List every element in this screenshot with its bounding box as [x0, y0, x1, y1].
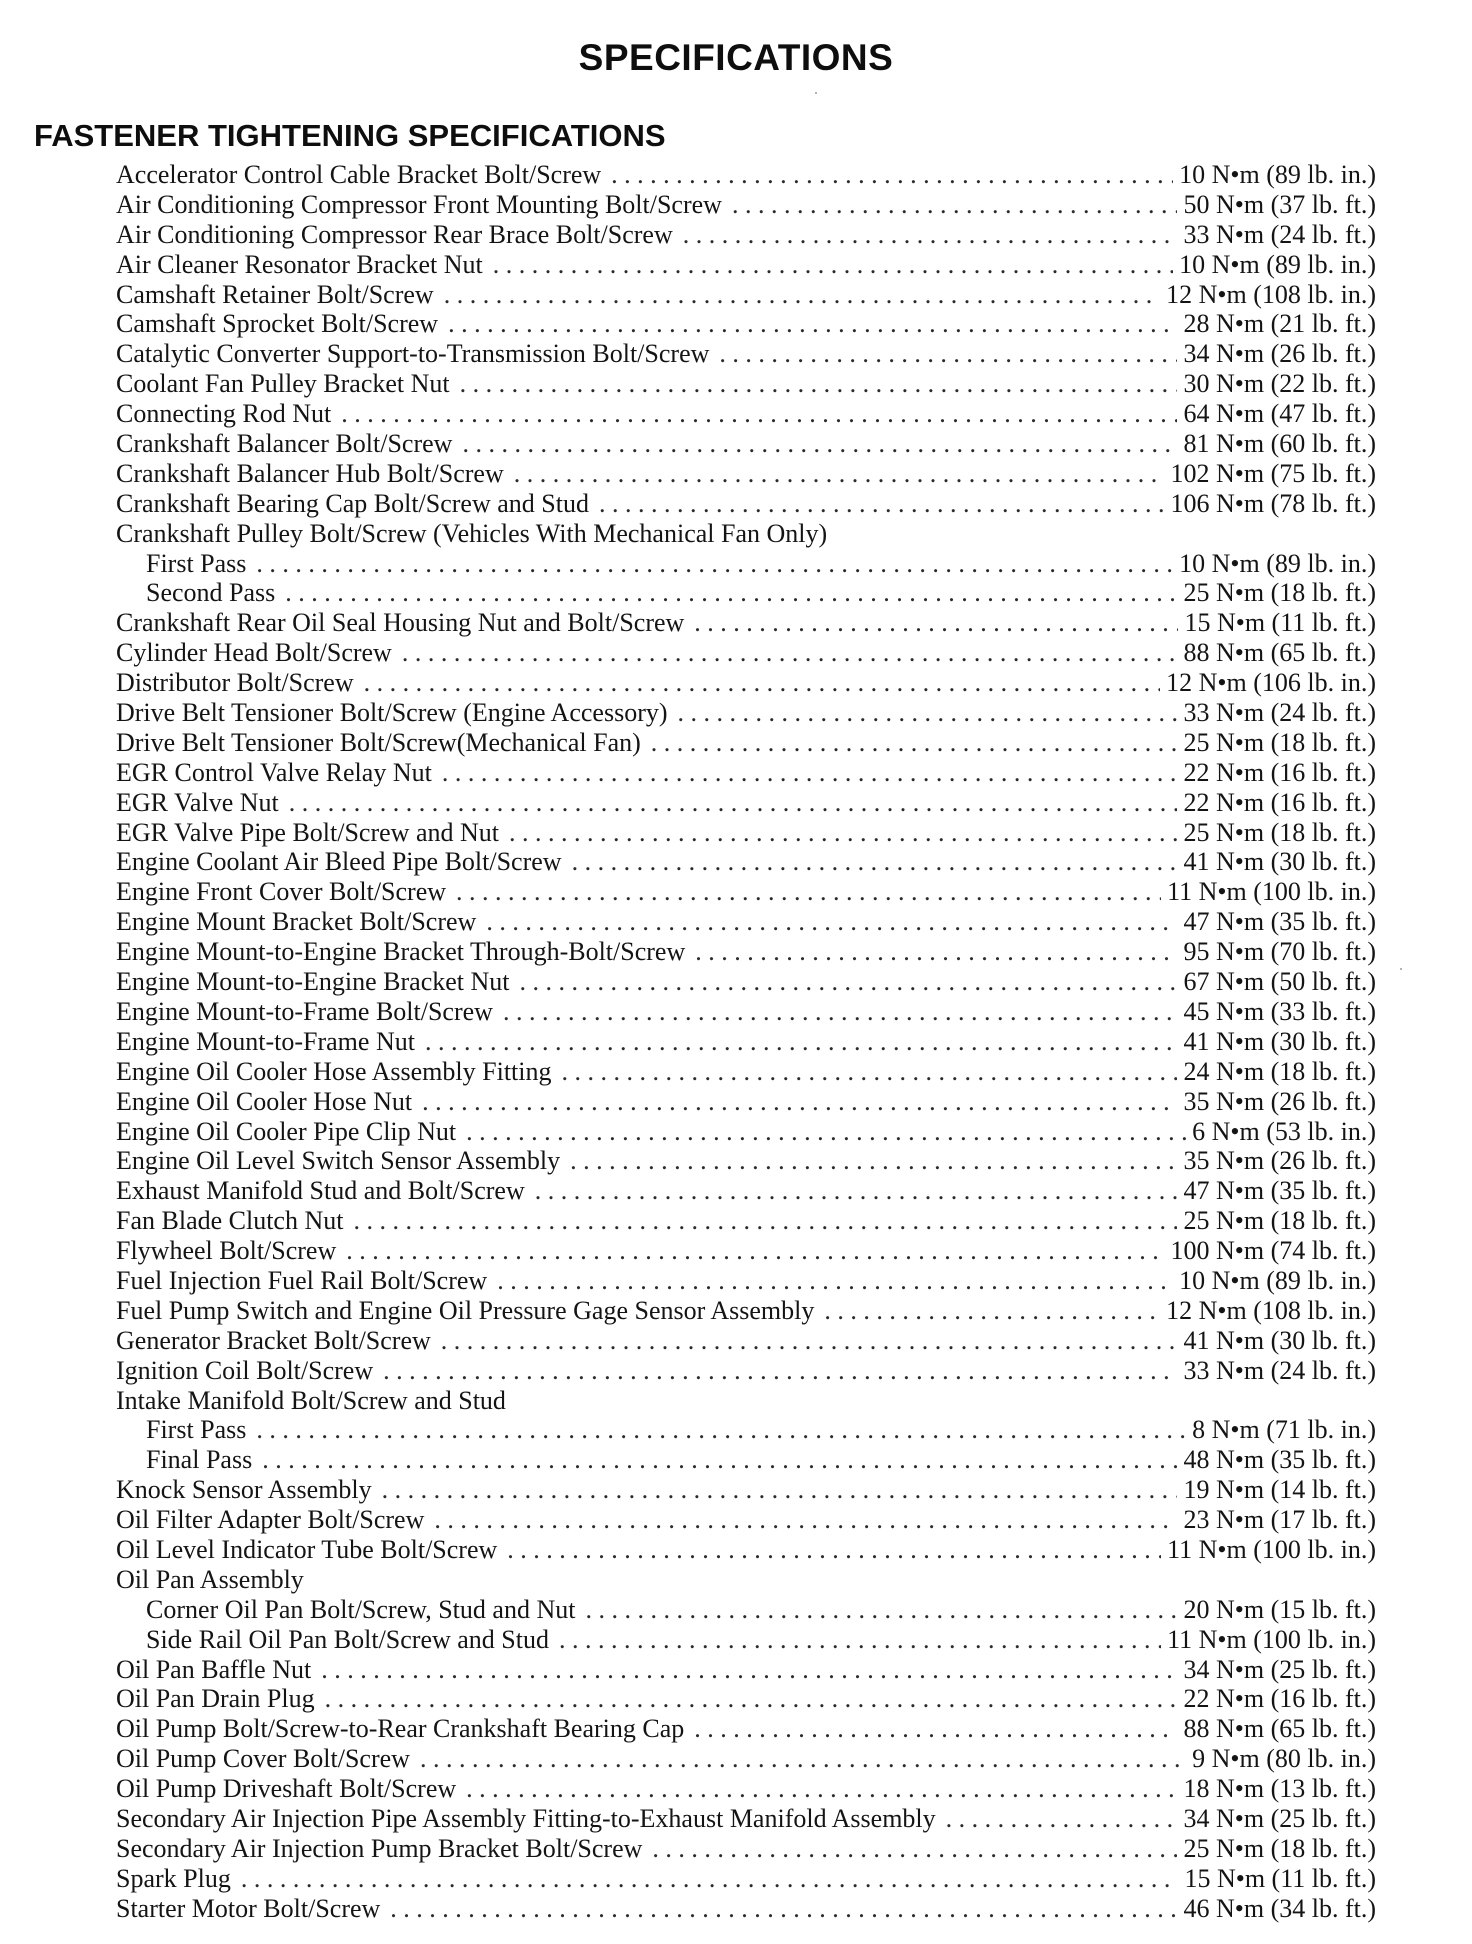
spec-label: Oil Filter Adapter Bolt/Screw [116, 1505, 425, 1535]
spec-label: Engine Mount-to-Frame Nut [116, 1026, 415, 1056]
dot-leader [651, 728, 1178, 758]
spec-label: Engine Oil Cooler Hose Nut [116, 1086, 413, 1116]
spec-label: EGR Control Valve Relay Nut [116, 757, 432, 787]
spec-row [116, 1714, 1376, 1744]
dot-leader [442, 758, 1178, 788]
torque-value: 34 N•m (25 lb. ft.) [1183, 1654, 1376, 1684]
spec-row [116, 1834, 1376, 1864]
spec-row [116, 1356, 1376, 1386]
torque-value: 106 N•m (78 lb. ft.) [1170, 488, 1376, 518]
dot-leader [493, 250, 1173, 280]
dot-leader [364, 668, 1161, 698]
spec-row [116, 1326, 1376, 1356]
dot-leader [346, 1236, 1164, 1266]
spec-row [116, 1057, 1376, 1087]
spec-row [116, 1087, 1376, 1117]
spec-label: Drive Belt Tensioner Bolt/Screw(Mechanical Fan) [116, 727, 641, 757]
spec-label: Crankshaft Bearing Cap Bolt/Screw and Stud [116, 488, 589, 518]
spec-row [116, 1744, 1376, 1774]
page-title: SPECIFICATIONS [578, 36, 894, 78]
spec-row [116, 1505, 1376, 1535]
spec-row [116, 1236, 1376, 1266]
torque-value: 25 N•m (18 lb. ft.) [1183, 1206, 1376, 1236]
spec-label: Spark Plug [116, 1863, 231, 1893]
dot-leader [559, 1625, 1161, 1655]
spec-row [116, 1684, 1376, 1714]
dot-leader [256, 549, 1173, 579]
spec-label: Exhaust Manifold Stud and Bolt/Screw [116, 1176, 525, 1206]
dot-leader [353, 1206, 1177, 1236]
spec-label: Air Conditioning Compressor Rear Brace Bolt/Screw [116, 219, 673, 249]
dot-leader [422, 1087, 1177, 1117]
spec-label: Second Pass [146, 578, 276, 608]
dot-leader [497, 1266, 1173, 1296]
dot-leader [509, 818, 1177, 848]
dot-leader [585, 1595, 1177, 1625]
spec-label: Oil Pump Driveshaft Bolt/Screw [116, 1774, 457, 1804]
torque-value: 23 N•m (17 lb. ft.) [1183, 1505, 1376, 1535]
spec-label: Engine Mount-to-Engine Bracket Through-Bolt/Screw [116, 937, 686, 967]
spec-row [116, 847, 1376, 877]
dot-leader [425, 1027, 1178, 1057]
dot-leader [570, 1146, 1177, 1176]
spec-row [116, 668, 1376, 698]
section-title: FASTENER TIGHTENING SPECIFICATIONS [34, 117, 666, 153]
spec-row [116, 459, 1376, 489]
dot-leader [507, 1535, 1161, 1565]
spec-row [116, 1864, 1376, 1894]
torque-value: 102 N•m (75 lb. ft.) [1170, 458, 1376, 488]
spec-row [116, 399, 1376, 429]
spec-subrow [116, 1415, 1376, 1445]
spec-label: Cylinder Head Bolt/Screw [116, 638, 392, 668]
spec-group-heading [116, 1386, 1376, 1416]
torque-value: 22 N•m (16 lb. ft.) [1183, 757, 1376, 787]
dot-leader [732, 190, 1178, 220]
spec-label: Air Conditioning Compressor Front Mounting Bolt/Screw [116, 189, 722, 219]
spec-label: Engine Oil Level Switch Sensor Assembly [116, 1146, 561, 1176]
spec-group-heading [116, 1565, 1376, 1595]
spec-label: Fuel Pump Switch and Engine Oil Pressure Gage Sensor Assembly [116, 1295, 815, 1325]
scan-speck [815, 92, 817, 94]
spec-row [116, 1027, 1376, 1057]
dot-leader [382, 1475, 1178, 1505]
dot-leader [325, 1684, 1178, 1714]
spec-row [116, 937, 1376, 967]
torque-value: 18 N•m (13 lb. ft.) [1183, 1774, 1376, 1804]
dot-leader [562, 1057, 1178, 1087]
spec-label: Catalytic Converter Support-to-Transmission Bolt/Screw [116, 339, 710, 369]
spec-label: Flywheel Bolt/Screw [116, 1236, 337, 1266]
torque-value: 34 N•m (26 lb. ft.) [1183, 339, 1376, 369]
dot-leader [572, 847, 1178, 877]
spec-label: Final Pass [146, 1445, 253, 1475]
torque-value: 24 N•m (18 lb. ft.) [1183, 1056, 1376, 1086]
torque-value: 19 N•m (14 lb. ft.) [1183, 1475, 1376, 1505]
spec-row [116, 1176, 1376, 1206]
dot-leader [652, 1834, 1177, 1864]
torque-value: 48 N•m (35 lb. ft.) [1183, 1445, 1376, 1475]
spec-row [116, 818, 1376, 848]
spec-label: First Pass [146, 1415, 247, 1445]
torque-value: 81 N•m (60 lb. ft.) [1183, 429, 1376, 459]
dot-leader [694, 1714, 1177, 1744]
torque-value: 34 N•m (25 lb. ft.) [1183, 1803, 1376, 1833]
spec-label: Crankshaft Rear Oil Seal Housing Nut and Bolt/Screw [116, 608, 685, 638]
torque-value: 33 N•m (24 lb. ft.) [1183, 1355, 1376, 1385]
dot-leader [520, 967, 1178, 997]
torque-value: 35 N•m (26 lb. ft.) [1183, 1086, 1376, 1116]
spec-label: Engine Mount-to-Frame Bolt/Screw [116, 996, 493, 1026]
spec-label: EGR Valve Nut [116, 787, 279, 817]
dot-leader [444, 280, 1160, 310]
dot-leader [719, 339, 1177, 369]
spec-row [116, 280, 1376, 310]
dot-leader [341, 399, 1177, 429]
torque-value: 45 N•m (33 lb. ft.) [1183, 996, 1376, 1026]
dot-leader [503, 997, 1178, 1027]
spec-row [116, 429, 1376, 459]
dot-leader [262, 1445, 1177, 1475]
spec-label: Crankshaft Balancer Bolt/Screw [116, 429, 453, 459]
scan-speck [1400, 968, 1402, 970]
spec-label: Drive Belt Tensioner Bolt/Screw (Engine Accessory) [116, 698, 668, 728]
dot-leader [694, 608, 1178, 638]
torque-value: 9 N•m (80 lb. in.) [1192, 1744, 1376, 1774]
spec-label: Intake Manifold Bolt/Screw and Stud [116, 1385, 506, 1415]
torque-value: 12 N•m (108 lb. in.) [1166, 279, 1376, 309]
spec-group-heading [116, 519, 1376, 549]
torque-value: 95 N•m (70 lb. ft.) [1183, 937, 1376, 967]
spec-row [116, 997, 1376, 1027]
spec-label: Connecting Rod Nut [116, 399, 332, 429]
spec-row [116, 1206, 1376, 1236]
spec-label: Crankshaft Pulley Bolt/Screw (Vehicles With Mechanical Fan Only) [116, 518, 828, 548]
torque-value: 10 N•m (89 lb. in.) [1179, 160, 1376, 189]
torque-value: 41 N•m (30 lb. ft.) [1183, 1325, 1376, 1355]
torque-value: 11 N•m (100 lb. in.) [1167, 1624, 1376, 1654]
spec-subrow [116, 1625, 1376, 1655]
spec-row [116, 1655, 1376, 1685]
spec-label: Generator Bracket Bolt/Screw [116, 1325, 431, 1355]
spec-label: Engine Mount Bracket Bolt/Screw [116, 907, 477, 937]
spec-label: Secondary Air Injection Pump Bracket Bolt/Screw [116, 1833, 643, 1863]
spec-row [116, 250, 1376, 280]
spec-label: Oil Pan Assembly [116, 1564, 304, 1594]
torque-value: 88 N•m (65 lb. ft.) [1183, 638, 1376, 668]
spec-label: Engine Oil Cooler Hose Assembly Fitting [116, 1056, 552, 1086]
spec-subrow [116, 1445, 1376, 1475]
torque-value: 88 N•m (65 lb. ft.) [1183, 1714, 1376, 1744]
dot-leader [448, 309, 1177, 339]
spec-row [116, 698, 1376, 728]
dot-leader [946, 1804, 1178, 1834]
dot-leader [390, 1894, 1177, 1924]
spec-row [116, 1266, 1376, 1296]
spec-row [116, 608, 1376, 638]
spec-row [116, 369, 1376, 399]
spec-subrow [116, 1595, 1376, 1625]
torque-value: 33 N•m (24 lb. ft.) [1183, 219, 1376, 249]
dot-leader [441, 1326, 1178, 1356]
dot-leader [695, 937, 1177, 967]
torque-value: 64 N•m (47 lb. ft.) [1183, 399, 1376, 429]
spec-label: Accelerator Control Cable Bracket Bolt/Screw [116, 160, 602, 189]
torque-value: 22 N•m (16 lb. ft.) [1183, 1684, 1376, 1714]
dot-leader [466, 1774, 1177, 1804]
spec-row [116, 309, 1376, 339]
dot-leader [599, 489, 1164, 519]
spec-row [116, 339, 1376, 369]
spec-label: Coolant Fan Pulley Bracket Nut [116, 369, 450, 399]
dot-leader [611, 160, 1173, 190]
dot-leader [456, 877, 1161, 907]
dot-leader [434, 1505, 1177, 1535]
dot-leader [466, 1117, 1186, 1147]
torque-value: 12 N•m (108 lb. in.) [1166, 1295, 1376, 1325]
spec-label: Engine Oil Cooler Pipe Clip Nut [116, 1116, 457, 1146]
torque-value: 41 N•m (30 lb. ft.) [1183, 1026, 1376, 1056]
torque-value: 67 N•m (50 lb. ft.) [1183, 967, 1376, 997]
fastener-spec-list [116, 160, 1376, 1924]
torque-value: 15 N•m (11 lb. ft.) [1184, 1863, 1376, 1893]
torque-value: 100 N•m (74 lb. ft.) [1170, 1236, 1376, 1266]
spec-label: Oil Pan Baffle Nut [116, 1654, 312, 1684]
dot-leader [241, 1864, 1179, 1894]
torque-value: 50 N•m (37 lb. ft.) [1183, 189, 1376, 219]
dot-leader [289, 788, 1178, 818]
spec-label: Air Cleaner Resonator Bracket Nut [116, 249, 483, 279]
spec-label: Oil Level Indicator Tube Bolt/Screw [116, 1534, 498, 1564]
dot-leader [683, 220, 1178, 250]
spec-label: EGR Valve Pipe Bolt/Screw and Nut [116, 817, 499, 847]
spec-label: Oil Pump Bolt/Screw-to-Rear Crankshaft Bearing Cap [116, 1714, 685, 1744]
dot-leader [824, 1296, 1160, 1326]
spec-row [116, 1117, 1376, 1147]
dot-leader [383, 1356, 1177, 1386]
torque-value: 46 N•m (34 lb. ft.) [1183, 1893, 1376, 1923]
spec-label: Engine Coolant Air Bleed Pipe Bolt/Screw [116, 847, 562, 877]
torque-value: 10 N•m (89 lb. in.) [1179, 249, 1376, 279]
spec-row [116, 758, 1376, 788]
spec-label: Camshaft Sprocket Bolt/Screw [116, 309, 439, 339]
spec-label: Fan Blade Clutch Nut [116, 1206, 344, 1236]
spec-subrow [116, 578, 1376, 608]
spec-row [116, 1804, 1376, 1834]
torque-value: 25 N•m (18 lb. ft.) [1183, 1833, 1376, 1863]
torque-value: 30 N•m (22 lb. ft.) [1183, 369, 1376, 399]
spec-label: Starter Motor Bolt/Screw [116, 1893, 381, 1923]
spec-label: Oil Pan Drain Plug [116, 1684, 315, 1714]
dot-leader [486, 907, 1177, 937]
torque-value: 28 N•m (21 lb. ft.) [1183, 309, 1376, 339]
dot-leader [678, 698, 1178, 728]
spec-label: Oil Pump Cover Bolt/Screw [116, 1744, 410, 1774]
spec-row [116, 1774, 1376, 1804]
torque-value: 20 N•m (15 lb. ft.) [1183, 1594, 1376, 1624]
spec-label: Engine Mount-to-Engine Bracket Nut [116, 967, 510, 997]
spec-label: Crankshaft Balancer Hub Bolt/Screw [116, 458, 504, 488]
torque-value: 8 N•m (71 lb. in.) [1192, 1415, 1376, 1445]
spec-row [116, 728, 1376, 758]
dot-leader [420, 1744, 1186, 1774]
torque-value: 11 N•m (100 lb. in.) [1167, 1534, 1376, 1564]
spec-row [116, 160, 1376, 190]
torque-value: 10 N•m (89 lb. in.) [1179, 1265, 1376, 1295]
dot-leader [535, 1176, 1178, 1206]
spec-label: Distributor Bolt/Screw [116, 668, 354, 698]
spec-row [116, 907, 1376, 937]
torque-value: 25 N•m (18 lb. ft.) [1183, 817, 1376, 847]
dot-leader [321, 1655, 1177, 1685]
spec-row [116, 877, 1376, 907]
torque-value: 47 N•m (35 lb. ft.) [1183, 1176, 1376, 1206]
spec-label: Side Rail Oil Pan Bolt/Screw and Stud [146, 1624, 549, 1654]
spec-label: Engine Front Cover Bolt/Screw [116, 877, 447, 907]
torque-value: 35 N•m (26 lb. ft.) [1183, 1146, 1376, 1176]
torque-value: 47 N•m (35 lb. ft.) [1183, 907, 1376, 937]
spec-row [116, 638, 1376, 668]
torque-value: 11 N•m (100 lb. in.) [1167, 877, 1376, 907]
spec-label: Secondary Air Injection Pipe Assembly Fitting-to-Exhaust Manifold Assembly [116, 1803, 936, 1833]
spec-row [116, 1475, 1376, 1505]
torque-value: 33 N•m (24 lb. ft.) [1183, 698, 1376, 728]
dot-leader [460, 369, 1178, 399]
spec-row [116, 1535, 1376, 1565]
spec-row [116, 788, 1376, 818]
spec-row [116, 190, 1376, 220]
spec-label: Camshaft Retainer Bolt/Screw [116, 279, 434, 309]
torque-value: 41 N•m (30 lb. ft.) [1183, 847, 1376, 877]
spec-row [116, 1146, 1376, 1176]
spec-label: First Pass [146, 548, 247, 578]
spec-row [116, 1894, 1376, 1924]
dot-leader [256, 1415, 1186, 1445]
torque-value: 12 N•m (106 lb. in.) [1166, 668, 1376, 698]
spec-row [116, 1296, 1376, 1326]
torque-value: 25 N•m (18 lb. ft.) [1183, 727, 1376, 757]
dot-leader [285, 578, 1177, 608]
dot-leader [402, 638, 1178, 668]
spec-row [116, 220, 1376, 250]
spec-label: Knock Sensor Assembly [116, 1475, 372, 1505]
torque-value: 6 N•m (53 lb. in.) [1192, 1116, 1376, 1146]
spec-row [116, 967, 1376, 997]
torque-value: 25 N•m (18 lb. ft.) [1183, 578, 1376, 608]
dot-leader [462, 429, 1177, 459]
spec-label: Ignition Coil Bolt/Screw [116, 1355, 374, 1385]
torque-value: 15 N•m (11 lb. ft.) [1184, 608, 1376, 638]
spec-label: Fuel Injection Fuel Rail Bolt/Screw [116, 1265, 488, 1295]
spec-label: Corner Oil Pan Bolt/Screw, Stud and Nut [146, 1594, 576, 1624]
torque-value: 22 N•m (16 lb. ft.) [1183, 787, 1376, 817]
torque-value: 10 N•m (89 lb. in.) [1179, 548, 1376, 578]
spec-subrow [116, 549, 1376, 579]
spec-row [116, 489, 1376, 519]
dot-leader [514, 459, 1165, 489]
